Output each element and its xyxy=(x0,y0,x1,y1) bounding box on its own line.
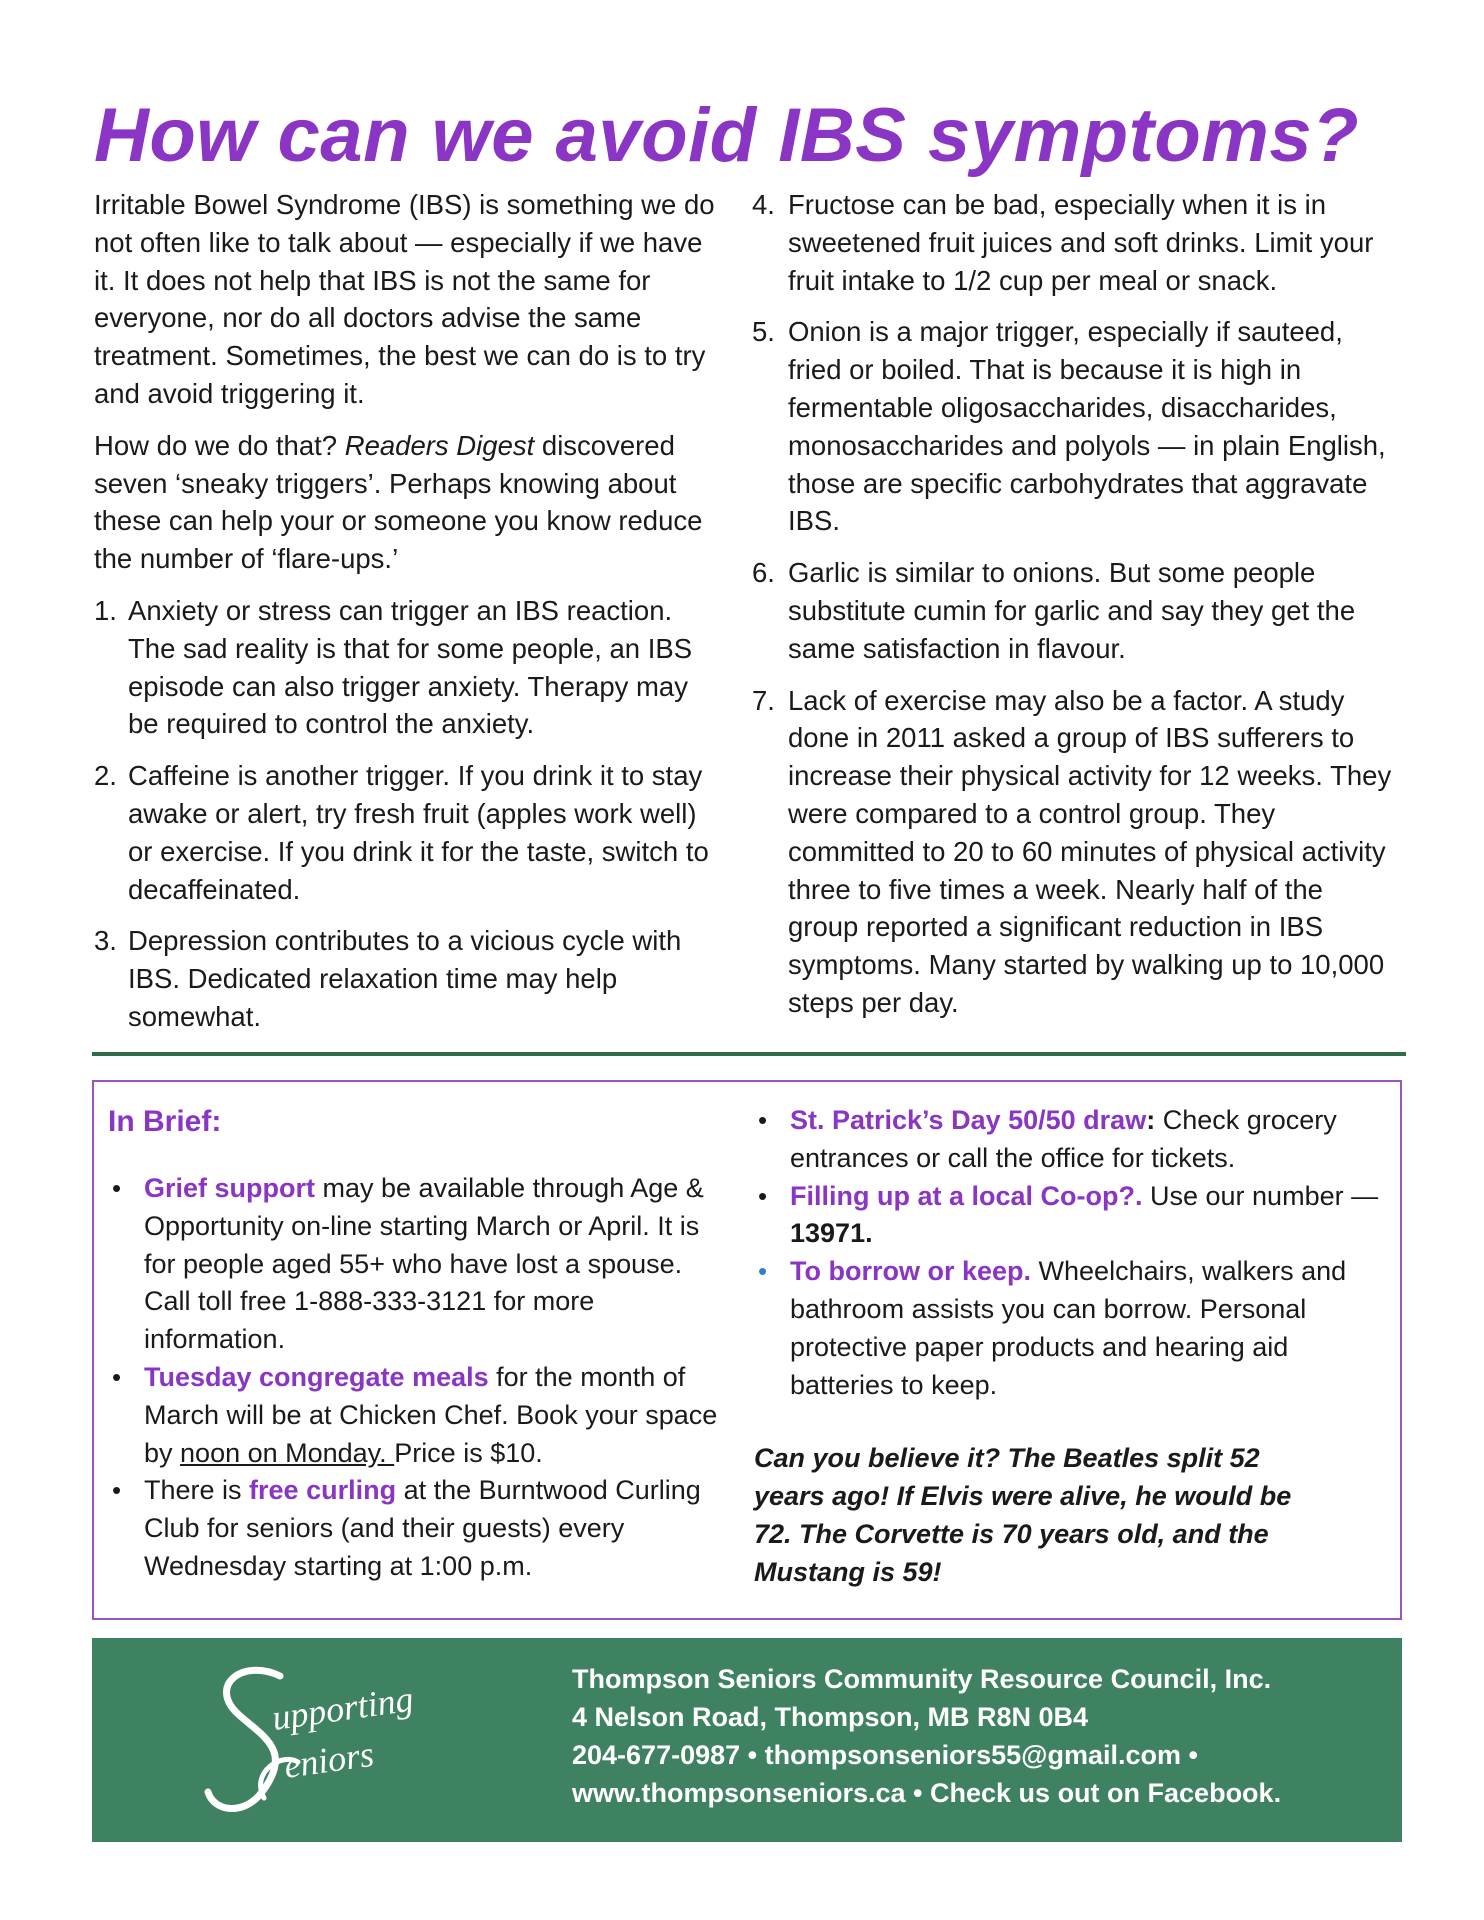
intro-paragraph: Irritable Bowel Syndrome (IBS) is something we do not often like to talk about — especially if we have it. It does not help that IBS is not the same for everyone, nor do all doctors advise the same treatment. Sometimes, the best we can do is to try and avoid triggering it. xyxy=(94,189,715,409)
org-website: www.thompsonseniors.ca • Check us out on Facebook. xyxy=(572,1778,1282,1808)
org-phone-email: 204-677-0987 • thompsonseniors55@gmail.com • xyxy=(572,1740,1198,1770)
list-item: • To borrow or keep. Wheelchairs, walkers and bathroom assists you can borrow. Personal protective paper products and hearing aid batteries to keep. xyxy=(754,1253,1384,1404)
in-brief-title: In Brief: xyxy=(108,1105,222,1138)
list-item: 3. Depression contributes to a vicious cycle with IBS. Dedicated relaxation time may help somewhat. xyxy=(94,925,682,1032)
in-brief-box xyxy=(92,1080,1402,1620)
list-item: • Tuesday congregate meals for the month of March will be at Chicken Chef. Book your space by noon on Monday. Price is $10. xyxy=(108,1359,728,1472)
list-item: 2. Caffeine is another trigger. If you drink it to stay awake or alert, try fresh fruit (apples work well) or exercise. If you drink it for the taste, switch to decaffeinated. xyxy=(94,760,709,905)
list-item: • There is free curling at the Burntwood Curling Club for seniors (and their guests) every Wednesday starting at 1:00 p.m. xyxy=(108,1472,728,1585)
org-name: Thompson Seniors Community Resource Council, Inc. xyxy=(572,1664,1272,1694)
org-address: 4 Nelson Road, Thompson, MB R8N 0B4 xyxy=(572,1702,1089,1732)
list-item: 1. Anxiety or stress can trigger an IBS reaction. The sad reality is that for some people, an IBS episode can also trigger anxiety. Therapy may be required to control the anxiety. xyxy=(94,594,693,740)
bullet-icon: • xyxy=(758,1256,768,1287)
trigger-list-right xyxy=(752,186,1392,1022)
list-item: 6. Garlic is similar to onions. But some people substitute cumin for garlic and say they get the same satisfaction in flavour. xyxy=(752,557,1356,664)
list-item: 7. Lack of exercise may also be a factor. A study done in 2011 asked a group of IBS sufferers to increase their physical activity for 12 weeks. They were compared to a control group. They committed to 20 to 60 minutes of physical activity three to five times a week. Nearly half of the group reported a significant reduction in IBS symptoms. Many started by walking up to 10,000 steps per day. xyxy=(752,684,1392,1018)
second-paragraph: How do we do that? Readers Digest discovered seven ‘sneaky triggers’. Perhaps knowing about these can help your or someone you know reduce the number of ‘flare-ups.’ xyxy=(94,429,703,575)
supporting-seniors-logo xyxy=(202,1652,432,1828)
trigger-list-left xyxy=(94,592,720,1036)
article-left-column xyxy=(94,186,720,1050)
list-item: 5. Onion is a major trigger, especially if sauteed, fried or boiled. That is because it is high in fermentable oligosaccharides, disaccharides, monosaccharides and polyols — in plain English, those are specific carbohydrates that aggravate IBS. xyxy=(752,316,1386,537)
in-brief-left-column xyxy=(108,1170,728,1586)
svg-text:upporting: upporting xyxy=(269,1678,416,1738)
bullet-icon: • xyxy=(112,1173,122,1203)
footer-banner xyxy=(92,1638,1402,1842)
list-item: • St. Patrick’s Day 50/50 draw: Check grocery entrances or call the office for tickets. xyxy=(754,1102,1384,1178)
list-item: • Grief support may be available through Age & Opportunity on-line starting March or April. It is for people aged 55+ who have lost a spouse. Call toll free 1-888-333-3121 for more information. xyxy=(108,1170,728,1359)
brief-list-left xyxy=(108,1170,728,1586)
trivia-paragraph: Can you believe it? The Beatles split 52 years ago! If Elvis were alive, he would be 72. The Corvette is 70 years old, and the Mustang is 59! xyxy=(754,1443,1292,1587)
brief-list-right xyxy=(754,1102,1384,1404)
list-item: 4. Fructose can be bad, especially when it is in sweetened fruit juices and soft drinks. Limit your fruit intake to 1/2 cup per meal or snack. xyxy=(752,189,1374,296)
svg-text:eniors: eniors xyxy=(281,1733,377,1786)
footer-contact xyxy=(572,1660,1392,1812)
bullet-icon: • xyxy=(112,1475,122,1506)
source-name: Readers Digest xyxy=(344,429,535,461)
article-right-column xyxy=(752,186,1392,1036)
in-brief-right-column xyxy=(754,1102,1384,1592)
page-title: How can we avoid IBS symptoms? xyxy=(94,93,1360,178)
section-divider xyxy=(92,1052,1406,1056)
bullet-icon: • xyxy=(758,1180,768,1211)
bullet-icon: • xyxy=(112,1361,122,1392)
list-item: • Filling up at a local Co-op?. Use our number — 13971. xyxy=(754,1178,1384,1254)
bullet-icon: • xyxy=(758,1105,768,1135)
